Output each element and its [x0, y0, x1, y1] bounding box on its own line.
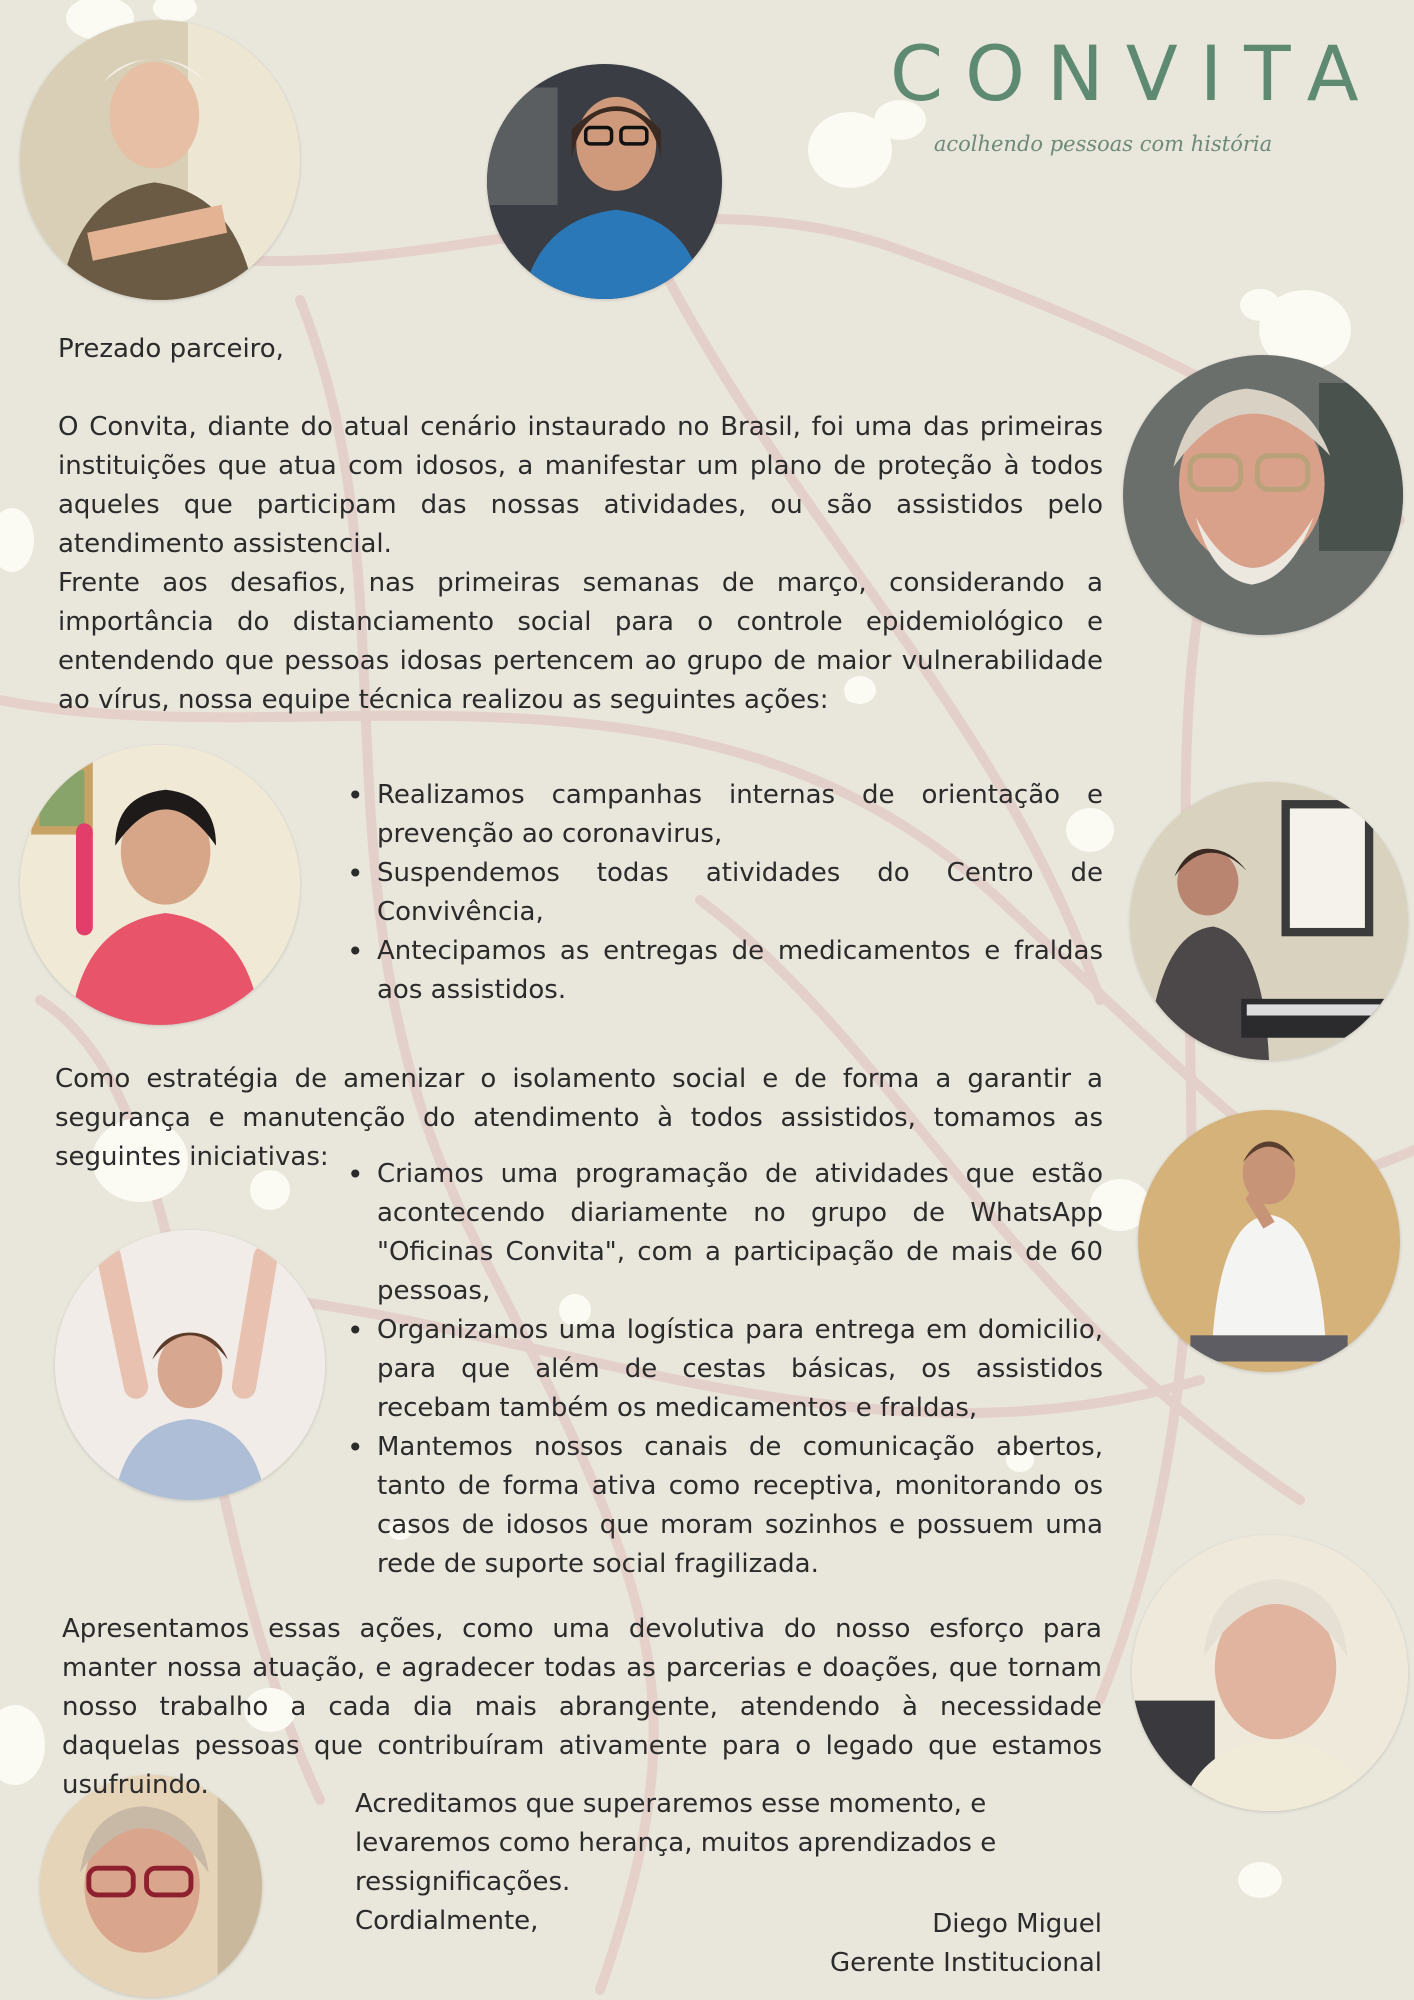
- convita-logo: [868, 29, 1381, 156]
- paragraph-4: Apresentamos essas ações, como uma devolutiva do nosso esforço para manter nossa atuação, e agradecer todas as parcerias e doações, que tornam nosso trabalho a cada dia mais abrangente, atendendo à necessidade daquelas pessoas que contribuíram ativamente para o legado que estamos usufruindo.: [62, 1614, 1102, 1800]
- list-item: • Criamos uma programação de atividades que estão acontecendo diariamente no grupo de WhatsApp "Oficinas Convita", com a participação de mais de 60 pessoas,: [377, 1155, 1103, 1311]
- paragraph-2: Frente aos desafios, nas primeiras semanas de março, considerando a importância do distanciamento social para o controle epidemiológico e entendendo que pessoas idosas pertencem ao grupo de maior vulnerabilidade ao vírus, nossa equipe técnica realizou as seguintes ações:: [58, 568, 1103, 715]
- initiatives-list: [345, 1155, 1103, 1584]
- closing-salutation: Cordialmente,: [355, 1906, 539, 1936]
- photo-woman-yoga: [1138, 1110, 1400, 1372]
- actions-list: [345, 776, 1103, 1010]
- paragraph-5: Acreditamos que superaremos esse momento, e levaremos como herança, muitos aprendizados e ressignificações.: [355, 1789, 997, 1897]
- logo-tagline: acolhendo pessoas com história: [933, 132, 1273, 156]
- photo-man-white-beard: [1123, 355, 1403, 635]
- paragraph-3: Como estratégia de amenizar o isolamento social e de forma a garantir a segurança e manutenção do atendimento à todos assistidos, tomamos as seguintes iniciativas:: [55, 1064, 1103, 1172]
- signer-name: Diego Miguel: [932, 1909, 1102, 1939]
- intro-paragraphs: [58, 408, 1103, 720]
- list-item: • Antecipamos as entregas de medicamentos e fraldas aos assistidos.: [377, 932, 1103, 1010]
- signature-block: [830, 1905, 1102, 1983]
- photo-elderly-woman-arms-crossed: [20, 20, 300, 300]
- logo-wordmark: CONVITA: [890, 29, 1381, 118]
- photo-woman-glasses-smiling: [487, 64, 722, 299]
- list-item: • Suspendemos todas atividades do Centro de Convivência,: [377, 854, 1103, 932]
- photo-woman-playing-piano: [1130, 782, 1408, 1060]
- photo-elderly-woman-white-hair: [1132, 1535, 1408, 1811]
- paragraph-1: O Convita, diante do atual cenário instaurado no Brasil, foi uma das primeiras instituições que atua com idosos, a manifestar um plano de proteção à todos aqueles que participam das nossas atividades, ou são assistidos pelo atendimento assistencial.: [58, 412, 1103, 559]
- greeting-text: Prezado parceiro,: [58, 334, 284, 364]
- signer-title: Gerente Institucional: [829, 1948, 1102, 1978]
- thanks-paragraph: [62, 1610, 1102, 1805]
- greeting: [58, 330, 758, 369]
- initiatives-list-block: [345, 1155, 1103, 1584]
- list-item: • Mantemos nossos canais de comunicação abertos, tanto de forma ativa como receptiva, monitorando os casos de idosos que moram sozinhos e possuem uma rede de suporte social fragilizada.: [377, 1428, 1103, 1584]
- photo-man-arms-raised: [55, 1230, 325, 1500]
- actions-list-block: [345, 776, 1103, 1010]
- list-item: • Organizamos uma logística para entrega em domicilio, para que além de cestas básicas, os assistidos recebam também os medicamentos e fraldas,: [377, 1311, 1103, 1428]
- photo-elderly-woman-red-glasses: [40, 1775, 262, 1997]
- photo-woman-with-brush: [20, 745, 300, 1025]
- list-item: • Realizamos campanhas internas de orientação e prevenção ao coronavirus,: [377, 776, 1103, 854]
